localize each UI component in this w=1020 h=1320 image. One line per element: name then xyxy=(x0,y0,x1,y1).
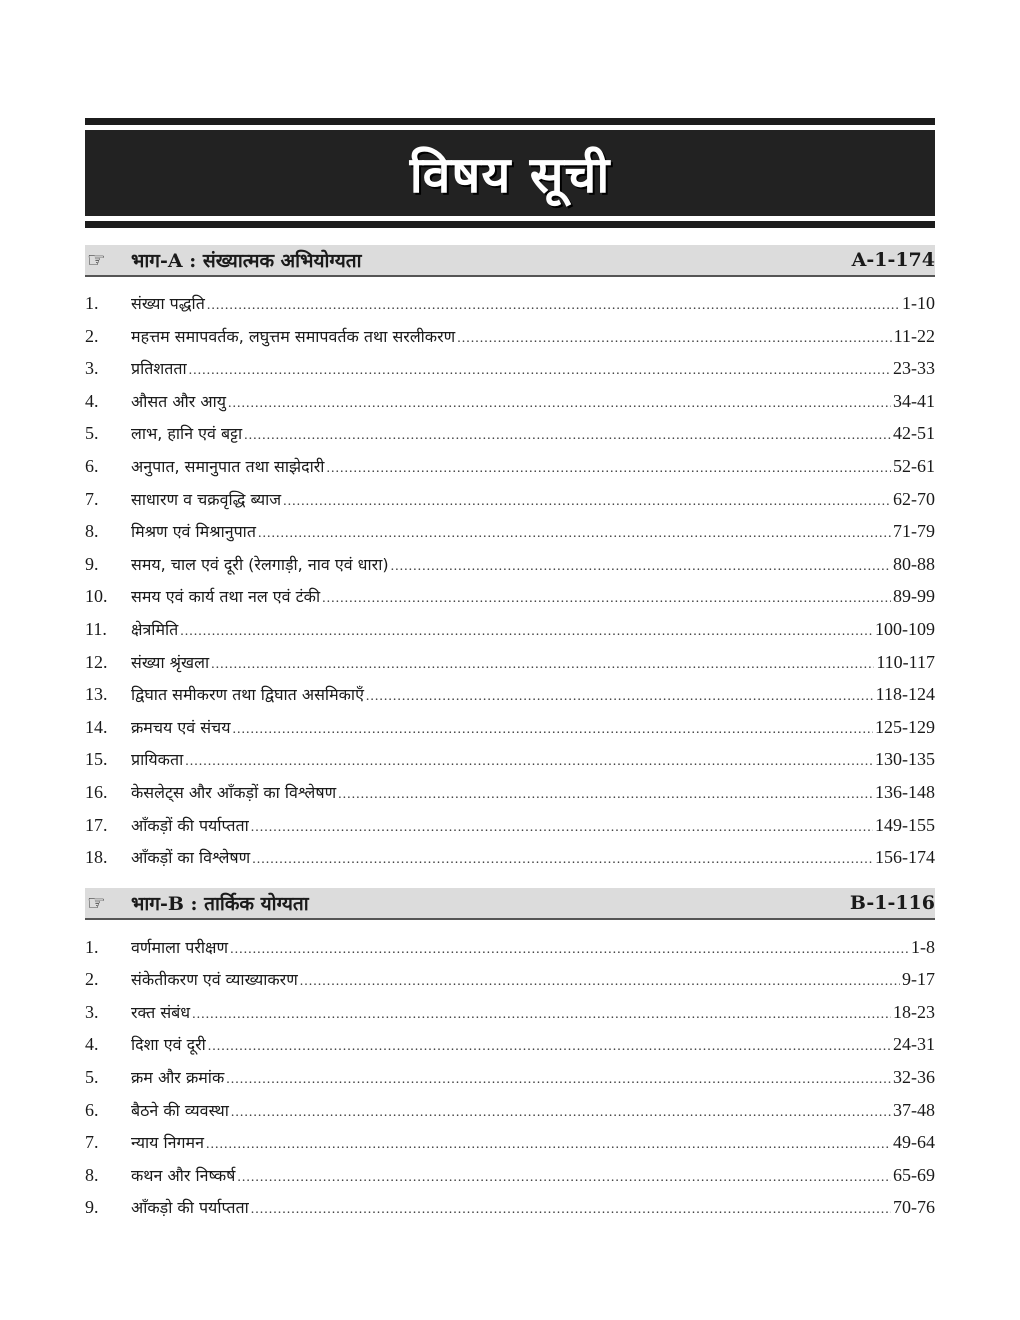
pointing-hand-icon: ☞ xyxy=(87,890,106,915)
toc-entry xyxy=(85,385,935,418)
entry-title: समय एवं कार्य तथा नल एवं टंकी xyxy=(131,587,321,607)
entry-number: 8. xyxy=(85,521,99,542)
page-title: विषय सूची xyxy=(409,146,611,204)
entry-title: क्षेत्रमिति xyxy=(131,619,179,639)
toc-entry xyxy=(85,1094,935,1127)
toc-entry xyxy=(85,580,935,613)
entry-title: क्रमचय एवं संचय xyxy=(131,717,231,737)
entry-page-range: 1-10 xyxy=(902,293,935,313)
entry-number: 4. xyxy=(85,1034,99,1055)
entry-title: न्याय निगमन xyxy=(131,1133,204,1153)
entry-page-range: 118-124 xyxy=(875,684,935,705)
entry-page-range: 62-70 xyxy=(893,488,935,509)
toc-entry xyxy=(85,841,935,874)
entry-number: 7. xyxy=(85,1132,99,1153)
entry-page-range: 1-8 xyxy=(911,936,935,957)
entry-title: महत्तम समापवर्तक, लघुत्तम समापवर्तक तथा सरलीकरण xyxy=(131,326,456,346)
entry-title: संकेतीकरण एवं व्याख्याकरण xyxy=(131,970,298,990)
entry-page-range: 80-88 xyxy=(893,553,935,574)
entry-page-range: 71-79 xyxy=(893,521,935,542)
dot-leader xyxy=(228,388,891,421)
entry-title: आँकड़ों की पर्याप्तता xyxy=(131,815,249,835)
entry-number: 2. xyxy=(85,325,99,346)
dot-leader xyxy=(230,934,909,967)
toc-entry xyxy=(85,1126,935,1159)
dot-leader xyxy=(326,453,891,486)
dot-leader xyxy=(283,486,891,519)
toc-entry xyxy=(85,483,935,516)
entry-title: कथन और निष्कर्ष xyxy=(131,1165,236,1185)
dot-leader xyxy=(207,290,900,323)
entry-page-range: 110-117 xyxy=(876,651,935,672)
entry-title: साधारण व चक्रवृद्धि ब्याज xyxy=(131,489,282,509)
entry-page-range: 9-17 xyxy=(902,969,935,990)
entry-title: संख्या श्रृंखला xyxy=(131,652,210,672)
entry-title: बैठने की व्यवस्था xyxy=(131,1100,229,1120)
toc-entry xyxy=(85,1191,935,1224)
toc-entry xyxy=(85,450,935,483)
toc-entry xyxy=(85,320,935,353)
entry-number: 5. xyxy=(85,1067,99,1088)
entry-page-range: 11-22 xyxy=(893,325,935,346)
entry-number: 1. xyxy=(85,293,99,313)
title-bottom-rule xyxy=(85,221,935,228)
dot-leader xyxy=(237,1162,891,1195)
title-banner xyxy=(85,130,935,216)
dot-leader xyxy=(185,746,873,779)
entry-number: 5. xyxy=(85,423,99,444)
entry-page-range: 70-76 xyxy=(893,1197,935,1218)
entry-page-range: 130-135 xyxy=(875,749,935,770)
entry-page-range: 23-33 xyxy=(893,358,935,379)
dot-leader xyxy=(189,355,891,388)
entry-number: 13. xyxy=(85,684,108,705)
entry-title: प्रतिशतता xyxy=(131,359,187,379)
entry-page-range: 89-99 xyxy=(893,586,935,607)
entry-number: 2. xyxy=(85,969,99,990)
dot-leader xyxy=(208,1031,891,1064)
entry-page-range: 49-64 xyxy=(893,1132,935,1153)
entry-title: आँकड़ों का विश्लेषण xyxy=(131,848,251,868)
dot-leader xyxy=(232,714,873,747)
entry-title: केसलेट्स और आँकड़ों का विश्लेषण xyxy=(131,782,337,802)
entry-page-range: 156-174 xyxy=(875,847,935,868)
dot-leader xyxy=(244,420,891,453)
toc-entry xyxy=(85,646,935,679)
entry-page-range: 32-36 xyxy=(893,1067,935,1088)
entry-number: 3. xyxy=(85,1001,99,1022)
entry-title: लाभ, हानि एवं बट्टा xyxy=(131,424,243,444)
entry-number: 14. xyxy=(85,716,108,737)
entry-title: प्रायिकता xyxy=(131,750,184,770)
entry-number: 1. xyxy=(85,936,99,957)
entry-page-range: 65-69 xyxy=(893,1164,935,1185)
pointing-hand-icon: ☞ xyxy=(87,248,106,272)
dot-leader xyxy=(391,551,891,584)
toc-entry xyxy=(85,613,935,646)
toc-entry xyxy=(85,776,935,809)
dot-leader xyxy=(231,1097,891,1130)
dot-leader xyxy=(322,583,891,616)
entry-number: 3. xyxy=(85,358,99,379)
entry-title: मिश्रण एवं मिश्रानुपात xyxy=(131,522,256,542)
dot-leader xyxy=(180,616,873,649)
entry-page-range: 136-148 xyxy=(875,781,935,802)
toc-entry xyxy=(85,963,935,996)
section-header-part-a xyxy=(85,245,935,277)
entry-number: 4. xyxy=(85,390,99,411)
entry-number: 9. xyxy=(85,553,99,574)
toc-entry xyxy=(85,1028,935,1061)
section-header-part-b xyxy=(85,888,935,920)
entry-title: रक्त संबंध xyxy=(131,1002,191,1022)
toc-entry xyxy=(85,515,935,548)
section-page-range: B-1-116 xyxy=(849,891,935,914)
toc-entry xyxy=(85,1159,935,1192)
toc-entry xyxy=(85,711,935,744)
entry-page-range: 24-31 xyxy=(893,1034,935,1055)
entry-number: 18. xyxy=(85,847,108,868)
dot-leader xyxy=(366,681,874,714)
entry-number: 6. xyxy=(85,1099,99,1120)
dot-leader xyxy=(338,779,873,812)
section-page-range: A-1-174 xyxy=(851,249,935,271)
dot-leader xyxy=(211,649,874,682)
entry-page-range: 52-61 xyxy=(893,455,935,476)
entry-title: संख्या पद्धति xyxy=(131,294,205,313)
dot-leader xyxy=(206,1129,891,1162)
entry-title: दिशा एवं दूरी xyxy=(131,1035,206,1055)
top-rule xyxy=(85,118,935,125)
entry-page-range: 37-48 xyxy=(893,1099,935,1120)
entry-number: 11. xyxy=(85,618,107,639)
section-label: भाग-A : संख्यात्मक अभियोग्यता xyxy=(131,250,362,272)
dot-leader xyxy=(251,1194,891,1227)
section-label: भाग-B : तार्किक योग्यता xyxy=(131,892,309,915)
entry-page-range: 125-129 xyxy=(875,716,935,737)
entry-title: वर्णमाला परीक्षण xyxy=(131,937,229,957)
entry-number: 6. xyxy=(85,455,99,476)
toc-entry xyxy=(85,1061,935,1094)
entry-number: 12. xyxy=(85,651,108,672)
toc-entry xyxy=(85,931,935,964)
dot-leader xyxy=(192,999,891,1032)
entry-title: आँकड़ो की पर्याप्तता xyxy=(131,1198,249,1218)
entry-number: 9. xyxy=(85,1197,99,1218)
dot-leader xyxy=(252,844,873,877)
entry-number: 10. xyxy=(85,586,108,607)
entry-title: द्विघात समीकरण तथा द्विघात असमिकाएँ xyxy=(131,685,364,705)
entry-page-range: 149-155 xyxy=(875,814,935,835)
toc-page xyxy=(85,118,935,1224)
entry-number: 8. xyxy=(85,1164,99,1185)
entry-number: 17. xyxy=(85,814,108,835)
dot-leader xyxy=(258,518,891,551)
entry-number: 16. xyxy=(85,781,108,802)
entry-title: अनुपात, समानुपात तथा साझेदारी xyxy=(131,456,325,476)
entry-title: क्रम और क्रमांक xyxy=(131,1068,225,1088)
dot-leader xyxy=(251,812,873,845)
toc-list-part-b xyxy=(85,931,935,1224)
entry-page-range: 42-51 xyxy=(893,423,935,444)
entry-number: 15. xyxy=(85,749,108,770)
dot-leader xyxy=(300,966,900,999)
entry-number: 7. xyxy=(85,488,99,509)
toc-entry xyxy=(85,548,935,581)
entry-title: समय, चाल एवं दूरी (रेलगाड़ी, नाव एवं धारा) xyxy=(131,554,389,574)
toc-list-part-a xyxy=(85,287,935,874)
entry-page-range: 18-23 xyxy=(893,1001,935,1022)
toc-entry xyxy=(85,743,935,776)
entry-page-range: 100-109 xyxy=(875,618,935,639)
entry-title: औसत और आयु xyxy=(131,391,227,411)
toc-entry xyxy=(85,996,935,1029)
toc-entry xyxy=(85,287,935,320)
toc-entry xyxy=(85,417,935,450)
dot-leader xyxy=(457,323,891,356)
dot-leader xyxy=(226,1064,891,1097)
toc-entry xyxy=(85,809,935,842)
toc-entry xyxy=(85,678,935,711)
entry-page-range: 34-41 xyxy=(893,390,935,411)
toc-entry xyxy=(85,352,935,385)
